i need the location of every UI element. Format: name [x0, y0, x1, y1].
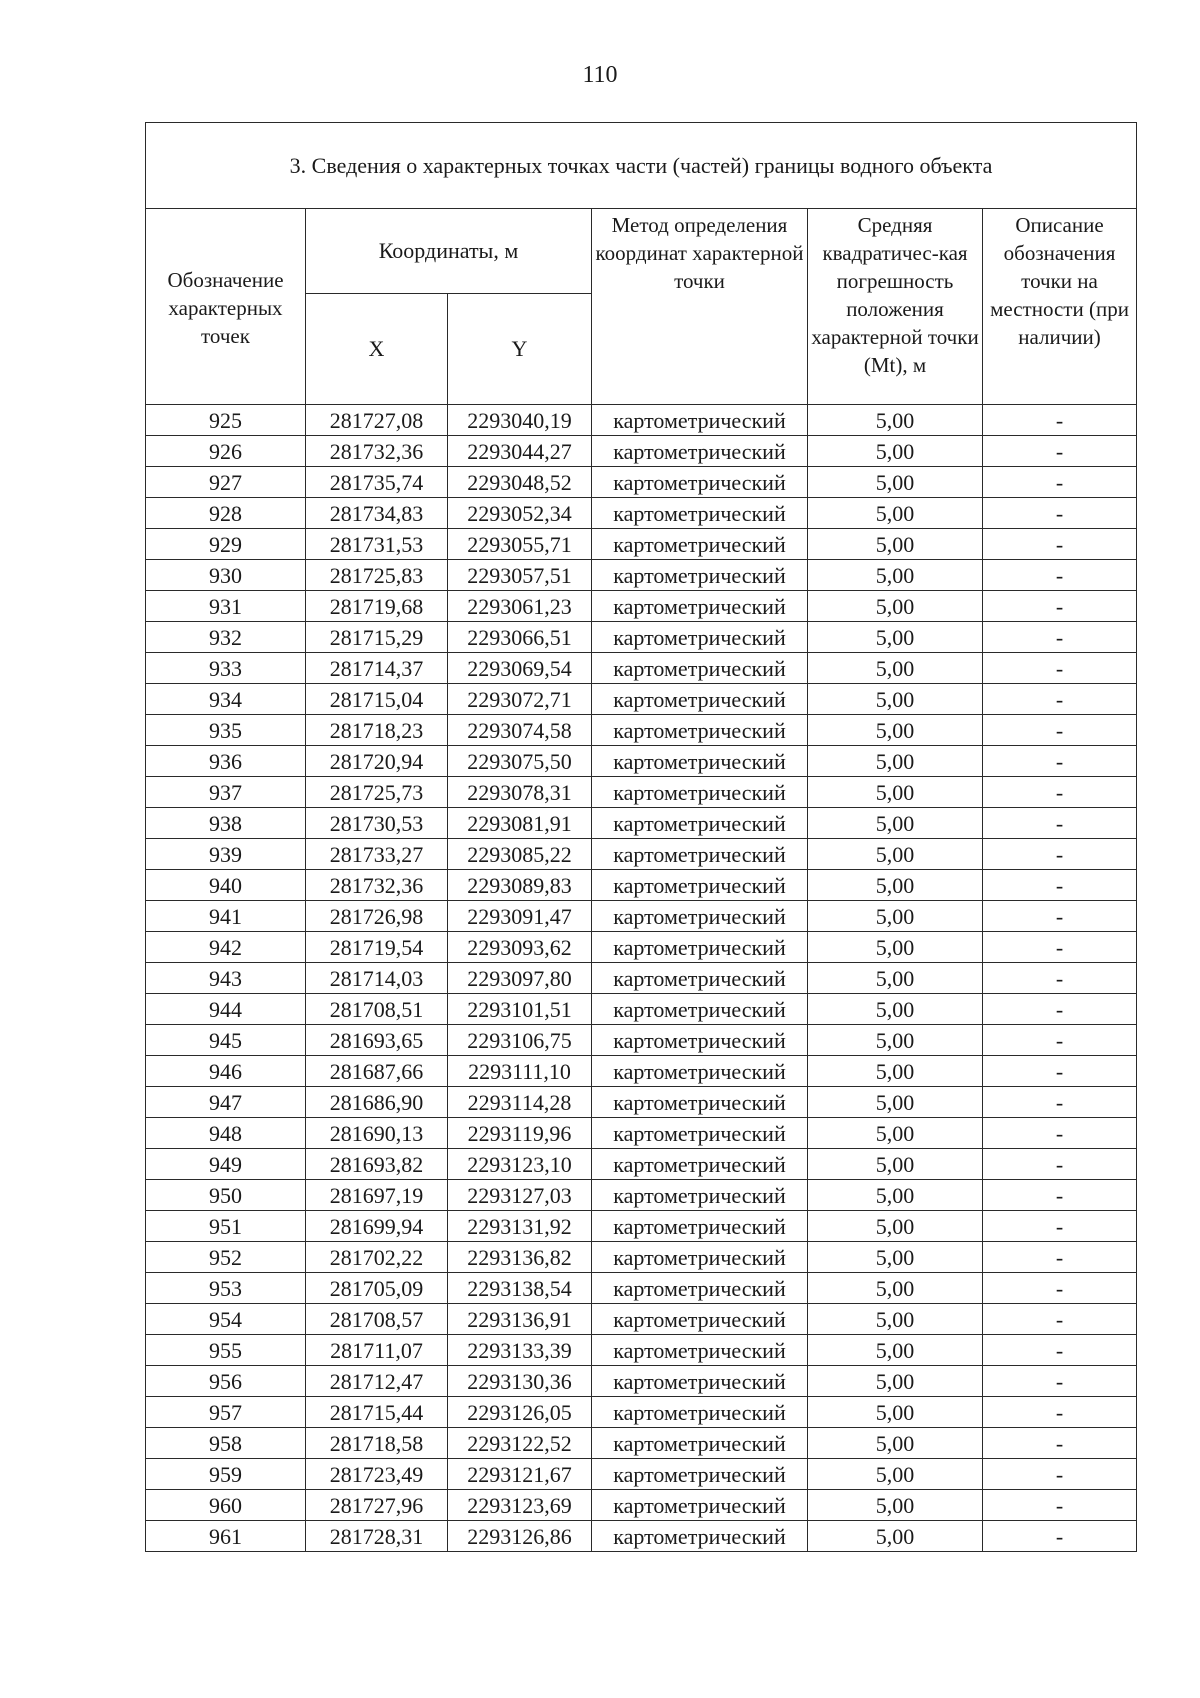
- cell-point: 944: [146, 994, 306, 1025]
- cell-description: -: [983, 1490, 1137, 1521]
- table-row: [146, 1304, 1137, 1335]
- cell-description: -: [983, 963, 1137, 994]
- cell-x: 281690,13: [306, 1118, 448, 1149]
- cell-method: картометрический: [592, 591, 808, 622]
- cell-description: -: [983, 436, 1137, 467]
- cell-y: 2293123,69: [448, 1490, 592, 1521]
- cell-point: 961: [146, 1521, 306, 1552]
- cell-description: -: [983, 467, 1137, 498]
- cell-x: 281715,44: [306, 1397, 448, 1428]
- cell-x: 281697,19: [306, 1180, 448, 1211]
- cell-y: 2293126,05: [448, 1397, 592, 1428]
- cell-y: 2293072,71: [448, 684, 592, 715]
- cell-description: -: [983, 777, 1137, 808]
- cell-y: 2293114,28: [448, 1087, 592, 1118]
- cell-point: 934: [146, 684, 306, 715]
- cell-point: 931: [146, 591, 306, 622]
- cell-x: 281718,23: [306, 715, 448, 746]
- cell-x: 281732,36: [306, 870, 448, 901]
- cell-point: 928: [146, 498, 306, 529]
- cell-method: картометрический: [592, 839, 808, 870]
- cell-x: 281725,83: [306, 560, 448, 591]
- cell-description: -: [983, 901, 1137, 932]
- cell-y: 2293111,10: [448, 1056, 592, 1087]
- cell-method: картометрический: [592, 1273, 808, 1304]
- cell-description: -: [983, 1149, 1137, 1180]
- cell-description: -: [983, 715, 1137, 746]
- cell-y: 2293081,91: [448, 808, 592, 839]
- cell-y: 2293136,82: [448, 1242, 592, 1273]
- cell-method: картометрический: [592, 1211, 808, 1242]
- table-row: [146, 1428, 1137, 1459]
- cell-point: 943: [146, 963, 306, 994]
- header-coords: Координаты, м: [306, 209, 592, 294]
- cell-description: -: [983, 870, 1137, 901]
- cell-error: 5,00: [808, 1149, 983, 1180]
- cell-y: 2293121,67: [448, 1459, 592, 1490]
- cell-description: -: [983, 591, 1137, 622]
- cell-point: 933: [146, 653, 306, 684]
- table-row: [146, 963, 1137, 994]
- table-row: [146, 653, 1137, 684]
- cell-y: 2293130,36: [448, 1366, 592, 1397]
- cell-method: картометрический: [592, 808, 808, 839]
- cell-y: 2293133,39: [448, 1335, 592, 1366]
- cell-x: 281723,49: [306, 1459, 448, 1490]
- cell-point: 952: [146, 1242, 306, 1273]
- table-row: [146, 1211, 1137, 1242]
- cell-point: 929: [146, 529, 306, 560]
- cell-x: 281702,22: [306, 1242, 448, 1273]
- cell-point: 941: [146, 901, 306, 932]
- cell-y: 2293093,62: [448, 932, 592, 963]
- cell-x: 281719,68: [306, 591, 448, 622]
- cell-point: 930: [146, 560, 306, 591]
- cell-description: -: [983, 1397, 1137, 1428]
- cell-error: 5,00: [808, 436, 983, 467]
- cell-description: -: [983, 1056, 1137, 1087]
- cell-method: картометрический: [592, 622, 808, 653]
- cell-x: 281719,54: [306, 932, 448, 963]
- cell-y: 2293106,75: [448, 1025, 592, 1056]
- cell-method: картометрический: [592, 1397, 808, 1428]
- cell-error: 5,00: [808, 808, 983, 839]
- cell-y: 2293123,10: [448, 1149, 592, 1180]
- cell-description: -: [983, 839, 1137, 870]
- table-row: [146, 932, 1137, 963]
- cell-error: 5,00: [808, 591, 983, 622]
- table-row: [146, 1242, 1137, 1273]
- cell-y: 2293085,22: [448, 839, 592, 870]
- cell-y: 2293044,27: [448, 436, 592, 467]
- cell-method: картометрический: [592, 1428, 808, 1459]
- cell-y: 2293138,54: [448, 1273, 592, 1304]
- cell-error: 5,00: [808, 715, 983, 746]
- cell-y: 2293101,51: [448, 994, 592, 1025]
- cell-error: 5,00: [808, 1428, 983, 1459]
- cell-error: 5,00: [808, 1273, 983, 1304]
- cell-error: 5,00: [808, 1087, 983, 1118]
- cell-point: 957: [146, 1397, 306, 1428]
- cell-point: 939: [146, 839, 306, 870]
- table-row: [146, 1335, 1137, 1366]
- cell-point: 936: [146, 746, 306, 777]
- cell-description: -: [983, 622, 1137, 653]
- cell-method: картометрический: [592, 1025, 808, 1056]
- cell-description: -: [983, 1459, 1137, 1490]
- cell-x: 281728,31: [306, 1521, 448, 1552]
- table-row: [146, 622, 1137, 653]
- cell-error: 5,00: [808, 1180, 983, 1211]
- cell-point: 938: [146, 808, 306, 839]
- cell-point: 947: [146, 1087, 306, 1118]
- cell-description: -: [983, 1366, 1137, 1397]
- cell-description: -: [983, 808, 1137, 839]
- cell-description: -: [983, 1273, 1137, 1304]
- header-error: Средняя квадратичес-кая погрешность положения характерной точки (Mt), м: [808, 209, 983, 405]
- cell-method: картометрический: [592, 1304, 808, 1335]
- cell-x: 281693,65: [306, 1025, 448, 1056]
- table-row: [146, 994, 1137, 1025]
- cell-point: 958: [146, 1428, 306, 1459]
- table-row: [146, 591, 1137, 622]
- cell-x: 281727,96: [306, 1490, 448, 1521]
- table-row: [146, 436, 1137, 467]
- table-row: [146, 839, 1137, 870]
- cell-x: 281712,47: [306, 1366, 448, 1397]
- cell-y: 2293057,51: [448, 560, 592, 591]
- cell-method: картометрический: [592, 870, 808, 901]
- cell-x: 281732,36: [306, 436, 448, 467]
- cell-point: 935: [146, 715, 306, 746]
- table-row: [146, 1490, 1137, 1521]
- cell-point: 927: [146, 467, 306, 498]
- cell-error: 5,00: [808, 932, 983, 963]
- table-row: [146, 1273, 1137, 1304]
- cell-point: 932: [146, 622, 306, 653]
- cell-x: 281727,08: [306, 405, 448, 436]
- cell-y: 2293122,52: [448, 1428, 592, 1459]
- cell-point: 946: [146, 1056, 306, 1087]
- cell-error: 5,00: [808, 1242, 983, 1273]
- table-row: [146, 1056, 1137, 1087]
- cell-x: 281686,90: [306, 1087, 448, 1118]
- cell-y: 2293066,51: [448, 622, 592, 653]
- cell-x: 281720,94: [306, 746, 448, 777]
- cell-error: 5,00: [808, 901, 983, 932]
- cell-error: 5,00: [808, 870, 983, 901]
- cell-description: -: [983, 1025, 1137, 1056]
- cell-method: картометрический: [592, 1056, 808, 1087]
- cell-method: картометрический: [592, 932, 808, 963]
- cell-x: 281687,66: [306, 1056, 448, 1087]
- cell-point: 960: [146, 1490, 306, 1521]
- cell-y: 2293097,80: [448, 963, 592, 994]
- cell-method: картометрический: [592, 746, 808, 777]
- cell-description: -: [983, 653, 1137, 684]
- header-point: Обозначение характерных точек: [146, 209, 306, 405]
- table-row: [146, 715, 1137, 746]
- cell-method: картометрический: [592, 684, 808, 715]
- cell-method: картометрический: [592, 529, 808, 560]
- cell-error: 5,00: [808, 498, 983, 529]
- table-row: [146, 1366, 1137, 1397]
- table-row: [146, 777, 1137, 808]
- header-x: X: [306, 294, 448, 405]
- cell-error: 5,00: [808, 1397, 983, 1428]
- cell-error: 5,00: [808, 405, 983, 436]
- cell-method: картометрический: [592, 467, 808, 498]
- cell-y: 2293052,34: [448, 498, 592, 529]
- cell-description: -: [983, 405, 1137, 436]
- cell-description: -: [983, 1428, 1137, 1459]
- cell-x: 281708,51: [306, 994, 448, 1025]
- cell-error: 5,00: [808, 560, 983, 591]
- cell-y: 2293126,86: [448, 1521, 592, 1552]
- cell-x: 281711,07: [306, 1335, 448, 1366]
- cell-description: -: [983, 529, 1137, 560]
- cell-method: картометрический: [592, 436, 808, 467]
- cell-point: 948: [146, 1118, 306, 1149]
- cell-description: -: [983, 498, 1137, 529]
- cell-point: 925: [146, 405, 306, 436]
- cell-description: -: [983, 560, 1137, 591]
- table-row: [146, 808, 1137, 839]
- cell-point: 945: [146, 1025, 306, 1056]
- cell-point: 949: [146, 1149, 306, 1180]
- header-method: Метод определения координат характерной точки: [592, 209, 808, 405]
- table-row: [146, 1521, 1137, 1552]
- cell-point: 955: [146, 1335, 306, 1366]
- cell-description: -: [983, 1335, 1137, 1366]
- table-row: [146, 684, 1137, 715]
- cell-method: картометрический: [592, 653, 808, 684]
- cell-error: 5,00: [808, 994, 983, 1025]
- cell-point: 959: [146, 1459, 306, 1490]
- cell-x: 281725,73: [306, 777, 448, 808]
- cell-x: 281730,53: [306, 808, 448, 839]
- cell-x: 281715,29: [306, 622, 448, 653]
- cell-description: -: [983, 1521, 1137, 1552]
- cell-y: 2293127,03: [448, 1180, 592, 1211]
- cell-error: 5,00: [808, 963, 983, 994]
- cell-error: 5,00: [808, 1118, 983, 1149]
- cell-description: -: [983, 1087, 1137, 1118]
- cell-y: 2293069,54: [448, 653, 592, 684]
- cell-point: 956: [146, 1366, 306, 1397]
- table-row: [146, 1118, 1137, 1149]
- cell-method: картометрический: [592, 777, 808, 808]
- cell-x: 281708,57: [306, 1304, 448, 1335]
- table-row: [146, 560, 1137, 591]
- cell-method: картометрический: [592, 1366, 808, 1397]
- cell-error: 5,00: [808, 839, 983, 870]
- cell-method: картометрический: [592, 405, 808, 436]
- cell-error: 5,00: [808, 1335, 983, 1366]
- cell-method: картометрический: [592, 1118, 808, 1149]
- header-description: Описание обозначения точки на местности (при наличии): [983, 209, 1137, 405]
- table-row: [146, 1087, 1137, 1118]
- cell-x: 281705,09: [306, 1273, 448, 1304]
- table-body: [146, 405, 1137, 1552]
- cell-y: 2293040,19: [448, 405, 592, 436]
- cell-y: 2293074,58: [448, 715, 592, 746]
- table-row: [146, 405, 1137, 436]
- cell-error: 5,00: [808, 746, 983, 777]
- cell-description: -: [983, 746, 1137, 777]
- cell-x: 281699,94: [306, 1211, 448, 1242]
- cell-point: 937: [146, 777, 306, 808]
- cell-y: 2293078,31: [448, 777, 592, 808]
- cell-method: картометрический: [592, 994, 808, 1025]
- cell-method: картометрический: [592, 963, 808, 994]
- cell-x: 281714,03: [306, 963, 448, 994]
- page-number: 110: [582, 62, 618, 88]
- cell-error: 5,00: [808, 622, 983, 653]
- cell-y: 2293055,71: [448, 529, 592, 560]
- cell-x: 281718,58: [306, 1428, 448, 1459]
- boundary-points-table: [145, 122, 1137, 1552]
- cell-description: -: [983, 1211, 1137, 1242]
- cell-description: -: [983, 932, 1137, 963]
- table-row: [146, 1149, 1137, 1180]
- cell-point: 951: [146, 1211, 306, 1242]
- cell-description: -: [983, 684, 1137, 715]
- cell-point: 926: [146, 436, 306, 467]
- cell-point: 942: [146, 932, 306, 963]
- cell-x: 281734,83: [306, 498, 448, 529]
- cell-description: -: [983, 1304, 1137, 1335]
- cell-y: 2293048,52: [448, 467, 592, 498]
- cell-method: картометрический: [592, 1180, 808, 1211]
- cell-point: 950: [146, 1180, 306, 1211]
- cell-x: 281735,74: [306, 467, 448, 498]
- cell-method: картометрический: [592, 1459, 808, 1490]
- cell-point: 953: [146, 1273, 306, 1304]
- cell-point: 954: [146, 1304, 306, 1335]
- cell-x: 281693,82: [306, 1149, 448, 1180]
- table-row: [146, 1397, 1137, 1428]
- cell-error: 5,00: [808, 1304, 983, 1335]
- cell-error: 5,00: [808, 653, 983, 684]
- table-row: [146, 1180, 1137, 1211]
- header-y: Y: [448, 294, 592, 405]
- cell-method: картометрический: [592, 1242, 808, 1273]
- cell-y: 2293089,83: [448, 870, 592, 901]
- cell-x: 281731,53: [306, 529, 448, 560]
- cell-error: 5,00: [808, 684, 983, 715]
- cell-method: картометрический: [592, 560, 808, 591]
- cell-error: 5,00: [808, 467, 983, 498]
- cell-x: 281715,04: [306, 684, 448, 715]
- table-row: [146, 1459, 1137, 1490]
- cell-y: 2293091,47: [448, 901, 592, 932]
- table-row: [146, 746, 1137, 777]
- cell-description: -: [983, 1180, 1137, 1211]
- cell-description: -: [983, 1118, 1137, 1149]
- cell-error: 5,00: [808, 1459, 983, 1490]
- cell-description: -: [983, 1242, 1137, 1273]
- cell-x: 281733,27: [306, 839, 448, 870]
- cell-error: 5,00: [808, 1025, 983, 1056]
- cell-method: картометрический: [592, 901, 808, 932]
- cell-y: 2293136,91: [448, 1304, 592, 1335]
- table-header: [146, 123, 1137, 405]
- table-row: [146, 1025, 1137, 1056]
- cell-method: картометрический: [592, 1087, 808, 1118]
- cell-method: картометрический: [592, 1149, 808, 1180]
- table-row: [146, 467, 1137, 498]
- cell-method: картометрический: [592, 498, 808, 529]
- cell-method: картометрический: [592, 1335, 808, 1366]
- table-row: [146, 498, 1137, 529]
- cell-y: 2293119,96: [448, 1118, 592, 1149]
- cell-error: 5,00: [808, 1056, 983, 1087]
- cell-x: 281726,98: [306, 901, 448, 932]
- cell-error: 5,00: [808, 777, 983, 808]
- cell-method: картометрический: [592, 715, 808, 746]
- table-row: [146, 529, 1137, 560]
- cell-y: 2293131,92: [448, 1211, 592, 1242]
- cell-y: 2293061,23: [448, 591, 592, 622]
- cell-method: картометрический: [592, 1490, 808, 1521]
- cell-y: 2293075,50: [448, 746, 592, 777]
- cell-error: 5,00: [808, 1366, 983, 1397]
- cell-error: 5,00: [808, 1490, 983, 1521]
- cell-error: 5,00: [808, 1211, 983, 1242]
- cell-error: 5,00: [808, 1521, 983, 1552]
- cell-description: -: [983, 994, 1137, 1025]
- cell-point: 940: [146, 870, 306, 901]
- cell-error: 5,00: [808, 529, 983, 560]
- table-row: [146, 901, 1137, 932]
- section-title: 3. Сведения о характерных точках части (частей) границы водного объекта: [146, 123, 1137, 209]
- cell-x: 281714,37: [306, 653, 448, 684]
- cell-method: картометрический: [592, 1521, 808, 1552]
- table-row: [146, 870, 1137, 901]
